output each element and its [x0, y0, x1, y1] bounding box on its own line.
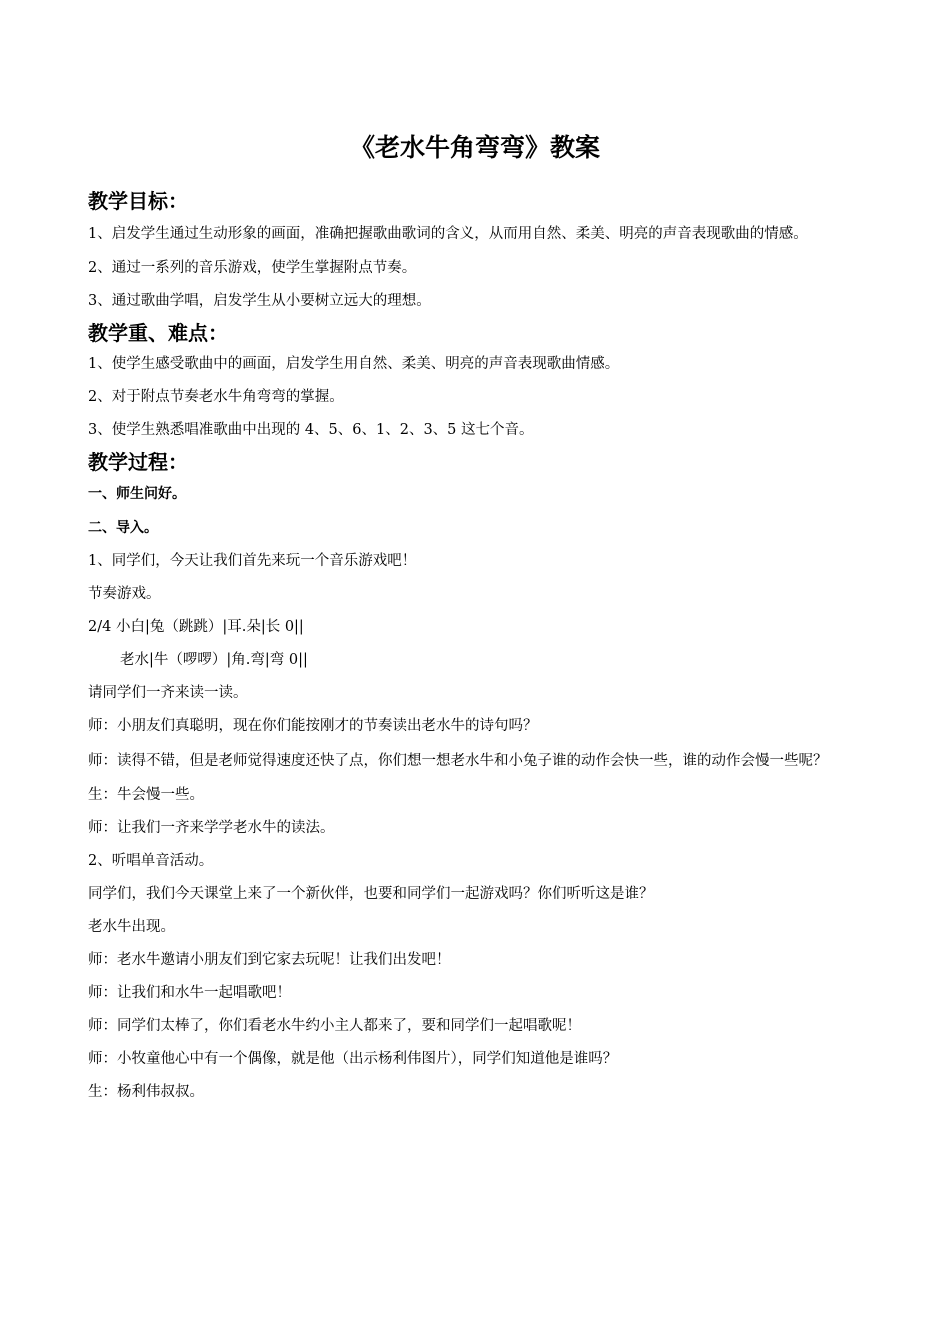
process-line: 生：杨利伟叔叔。	[88, 1084, 204, 1100]
process-line: 师：小朋友们真聪明，现在你们能按刚才的节奏读出老水牛的诗句吗？	[88, 718, 538, 734]
section-heading-objectives: 教学目标：	[88, 189, 188, 213]
process-step-intro: 二、导入。	[88, 520, 158, 536]
process-line: 老水牛出现。	[88, 919, 175, 935]
process-line: 师：同学们太棒了，你们看老水牛约小主人都来了，要和同学们一起唱歌呢！	[88, 1018, 581, 1034]
document-title: 《老水牛角弯弯》教案	[349, 133, 600, 162]
process-line: 请同学们一齐来读一读。	[88, 685, 248, 701]
key-point-item: 2、对于附点节奏老水牛角弯弯的掌握。	[88, 389, 344, 405]
process-line: 师：读得不错，但是老师觉得速度还快了点，你们想一想老水牛和小兔子谁的动作会快一些，谁的动作会慢一些呢？	[88, 753, 828, 769]
process-line: 师：让我们一齐来学学老水牛的读法。	[88, 820, 335, 836]
section-heading-process: 教学过程：	[88, 450, 188, 474]
process-line: 1、同学们，今天让我们首先来玩一个音乐游戏吧！	[88, 553, 417, 569]
key-point-item: 1、使学生感受歌曲中的画面，启发学生用自然、柔美、明亮的声音表现歌曲情感。	[88, 356, 620, 372]
process-line: 生：牛会慢一些。	[88, 787, 204, 803]
rhythm-line: 老水|牛（啰啰）|角.弯|弯 0||	[120, 652, 308, 668]
section-heading-key-points: 教学重、难点：	[88, 321, 228, 345]
process-line: 师：老水牛邀请小朋友们到它家去玩呢！让我们出发吧！	[88, 952, 451, 968]
process-line: 节奏游戏。	[88, 586, 161, 602]
process-line: 师：让我们和水牛一起唱歌吧！	[88, 985, 291, 1001]
key-point-item: 3、使学生熟悉唱准歌曲中出现的 4、5、6、1、2、3、5 这七个音。	[88, 422, 534, 438]
process-line: 2、听唱单音活动。	[88, 853, 214, 869]
objective-item: 3、通过歌曲学唱，启发学生从小要树立远大的理想。	[88, 293, 431, 309]
document-body	[88, 186, 868, 1109]
objective-item: 1、启发学生通过生动形象的画面，准确把握歌曲歌词的含义，从而用自然、柔美、明亮的声音表现歌曲的情感。	[88, 226, 808, 242]
process-line: 师：小牧童他心中有一个偶像，就是他（出示杨利伟图片），同学们知道他是谁吗？	[88, 1051, 618, 1067]
objective-item: 2、通过一系列的音乐游戏，使学生掌握附点节奏。	[88, 260, 417, 276]
process-line: 同学们，我们今天课堂上来了一个新伙伴，也要和同学们一起游戏吗？你们听听这是谁？	[88, 886, 654, 902]
process-step-greeting: 一、师生问好。	[88, 486, 186, 502]
rhythm-line: 2/4 小白|兔（跳跳）|耳.朵|长 0||	[88, 619, 304, 635]
